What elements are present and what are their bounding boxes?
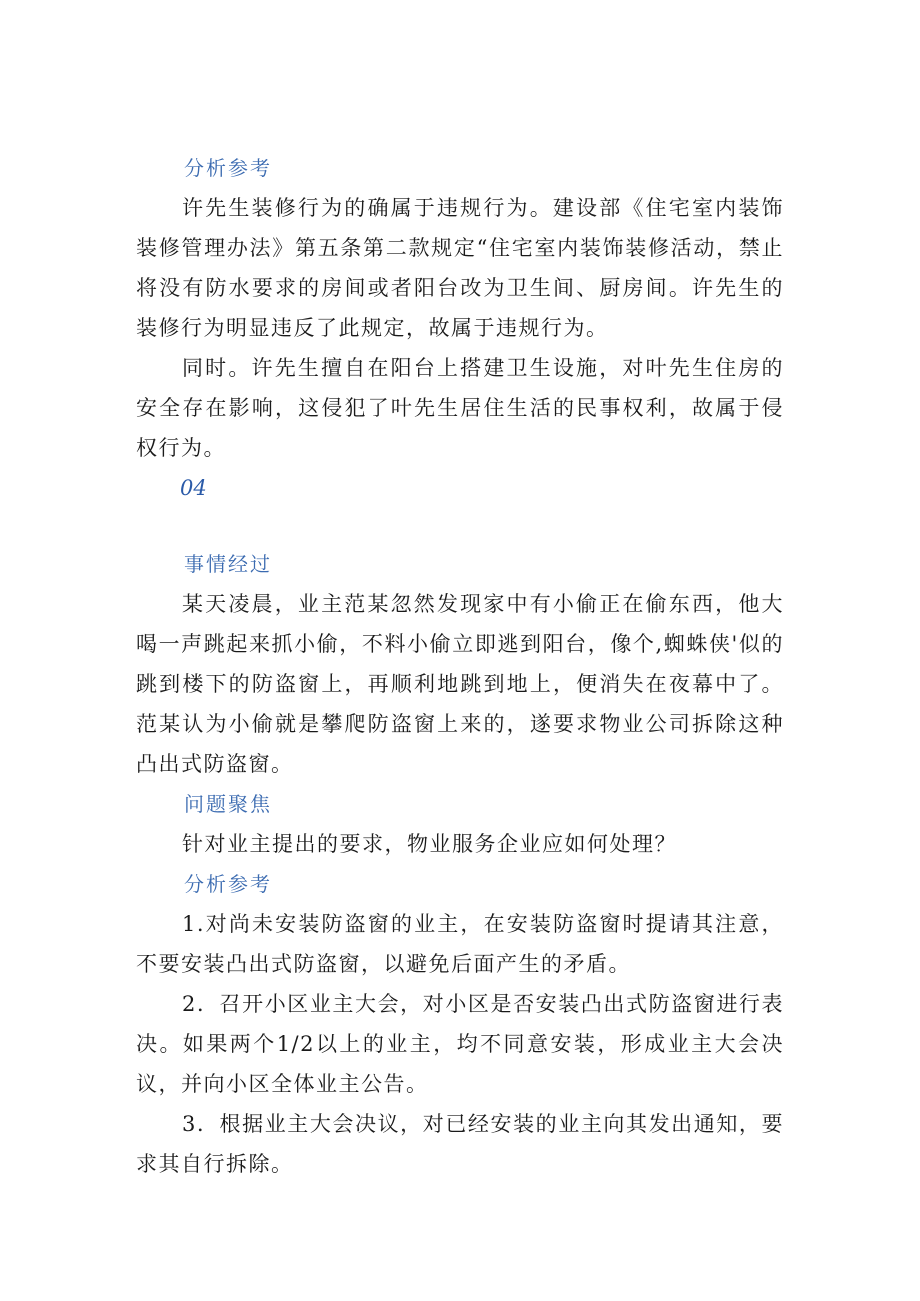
analysis-paragraph: 同时。许先生擅自在阳台上搭建卫生设施，对叶先生住房的安全存在影响，这侵犯了叶先生居住生活的民事权利，故属于侵权行为。 xyxy=(136,356,784,460)
incident-paragraph: 某天凌晨，业主范某忽然发现家中有小偷正在偷东西，他大喝一声跳起来抓小偷，不料小偷立即逃到阳台，像个,蜘蛛侠'似的跳到楼下的防盗窗上，再顺利地跳到地上，便消失在夜幕中了。范某认为小偷就是攀爬防盗窗上来的，遂要求物业公司拆除这种凸出式防盗窗。 xyxy=(136,592,784,776)
question-paragraph: 针对业主提出的要求，物业服务企业应如何处理？ xyxy=(182,832,677,856)
analysis-item: 3．根据业主大会决议，对已经安装的业主向其发出通知，要求其自行拆除。 xyxy=(136,1112,784,1176)
spacer xyxy=(136,508,784,544)
case-number: 04 xyxy=(180,476,207,500)
analysis-item: 1.对尚未安装防盗窗的业主，在安装防盗窗时提请其注意，不要安装凸出式防盗窗，以避免后面产生的矛盾。 xyxy=(136,912,784,976)
analysis-item: 2．召开小区业主大会，对小区是否安装凸出式防盗窗进行表决。如果两个1/2以上的业主，均不同意安装，形成业主大会决议，并向小区全体业主公告。 xyxy=(136,992,784,1096)
section-label-question: 问题聚焦 xyxy=(184,792,272,816)
analysis-paragraph: 许先生装修行为的确属于违规行为。建设部《住宅室内装饰装修管理办法》第五条第二款规定“住宅室内装饰装修活动，禁止将没有防水要求的房间或者阳台改为卫生间、厨房间。许先生的装修行为明显违反了此规定，故属于违规行为。 xyxy=(136,196,784,340)
section-label-incident: 事情经过 xyxy=(184,552,272,576)
section-label-analysis-2: 分析参考 xyxy=(184,872,272,896)
document-body xyxy=(136,148,784,1184)
section-label-analysis: 分析参考 xyxy=(184,156,272,180)
